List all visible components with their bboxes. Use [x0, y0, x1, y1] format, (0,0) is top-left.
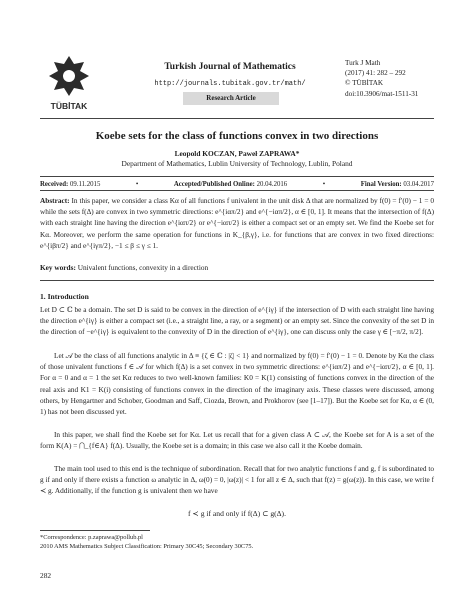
intro-paragraph-2: Let 𝒜 be the class of all functions analytic in Δ ≡ {ζ ∈ ℂ : |ζ| < 1} and normalized by f(0) = f′(0) − 1 = 0. Denote by Kα the class of those univalent functions f ∈ 𝒜 for which f(Δ) is a set convex in two symmetric directions: e^{iαπ/2} and e^{−iαπ/2}, α ∈ [0, 1]. For α = 0 and α = 1 the set Kα reduces to two well-known families: K0 = K(1) consisting of functions convex in the direction of the real axis and K1 = K(i) consisting of functions convex in the direction of the imaginary axis. These classes were discussed, among others, by Hengartner and Schober, Goodman and Saff, Ciozda, Brown, and Prokhorov (see [1–17]). But the Koebe set for Kα, α ∈ (0, 1) has not been discussed yet.: [40, 351, 434, 417]
abstract-label: Abstract:: [40, 196, 70, 205]
citation-copyright: © TÜBİTAK: [345, 79, 384, 88]
dates-separator: •: [322, 180, 326, 188]
abstract: [40, 195, 434, 251]
abstract-rule: [40, 280, 434, 281]
received-date: Received: 09.11.2015: [40, 180, 101, 188]
article-type-badge: Research Article: [183, 92, 279, 105]
abstract-text: In this paper, we consider a class Kα of all functions f univalent in the unit disk Δ that are normalized by f(0) = f′(0) − 1 = 0 while the sets f(Δ) are convex in two symmetric directions: e^{iαπ/2} and e^{−iαπ/2}, α ∈ [0, 1]. It means that the intersection of f(Δ) with each straight line having the direction e^{iαπ/2} or e^{−iαπ/2} is either a compact set or an empty set. We find the Koebe set for Kα. Moreover, we perform the same operation for functions in K_{β,γ}, i.e. for functions that are convex in two fixed directions: e^{iβπ/2} and e^{iγπ/2}, −1 ≤ β ≤ γ ≤ 1.: [40, 196, 434, 250]
subordination-formula: f ≺ g if and only if f(Δ) ⊂ g(Δ).: [188, 509, 286, 518]
keywords-label: Key words:: [40, 263, 76, 272]
final-date: Final Version: 03.04.2017: [360, 180, 434, 188]
citation-volume: (2017) 41: 282 – 292: [345, 69, 406, 78]
dates-separator: •: [135, 180, 139, 188]
dates-bottom-rule: [40, 190, 434, 191]
header-rule: [40, 118, 434, 119]
dates-top-rule: [40, 176, 434, 177]
journal-name: Turkish Journal of Mathematics: [164, 62, 296, 72]
article-authors: Leopold KOCZAN, Paweł ZAPRAWA*: [174, 149, 300, 158]
intro-paragraph-4: The main tool used to this end is the technique of subordination. Recall that for two analytic functions f and g, f is subordinated to g if and only if there exists a function ω analytic in Δ, ω(0) = 0, |ω(z)| < 1 for all z ∈ Δ, such that f(z) = g(ω(z)). In this case, we write f ≺ g. Additionally, if the function g is univalent then we have: [40, 464, 434, 496]
intro-paragraph-3: In this paper, we shall find the Koebe set for Kα. Let us recall that for a given class A ⊂ 𝒜, the Koebe set for A is a set of the form K(A) = ⋂_{f∈A} f(Δ). Usually, the Koebe set is a domain; in this case we also call it the Koebe domain.: [40, 430, 434, 451]
keywords: [40, 262, 434, 273]
page-number: 282: [40, 571, 52, 580]
keywords-text: Univalent functions, convexity in a direction: [77, 263, 209, 272]
footnote-correspondence: *Correspondence: p.zaprawa@pollub.pl: [40, 534, 143, 541]
tubitak-logo: [40, 52, 98, 112]
intro-paragraph-1: Let D ⊂ ℂ be a domain. The set D is said to be convex in the direction of e^{iγ} if the intersection of D with each straight line having the direction e^{iγ} is either a compact set (i.e., a straight line, a ray, or a segment) or an empty set. Since the convexity of the set D in the direction of −e^{iγ} is equivalent to the convexity of D in the direction of e^{iγ}, one can discuss only the case γ ∈ [−π/2, π/2].: [40, 305, 434, 337]
citation-doi[interactable]: doi:10.3906/mat-1511-31: [345, 89, 419, 98]
journal-url[interactable]: http://journals.tubitak.gov.tr/math/: [154, 80, 306, 88]
accepted-date: Accepted/Published Online: 20.04.2016: [173, 180, 288, 188]
dates-bar: [40, 180, 434, 188]
section-heading: 1. Introduction: [40, 292, 89, 301]
article-affiliation: Department of Mathematics, Lublin University of Technology, Lublin, Poland: [121, 159, 353, 168]
citation-journal: Turk J Math: [345, 59, 381, 67]
logo-wordmark: TÜBİTAK: [50, 101, 88, 111]
citation-block: [345, 58, 418, 99]
footnote-rule: [40, 530, 150, 531]
article-title: Koebe sets for the class of functions convex in two directions: [95, 130, 379, 142]
footnote-msc: 2010 AMS Mathematics Subject Classification: Primary 30C45; Secondary 30C75.: [40, 543, 254, 550]
